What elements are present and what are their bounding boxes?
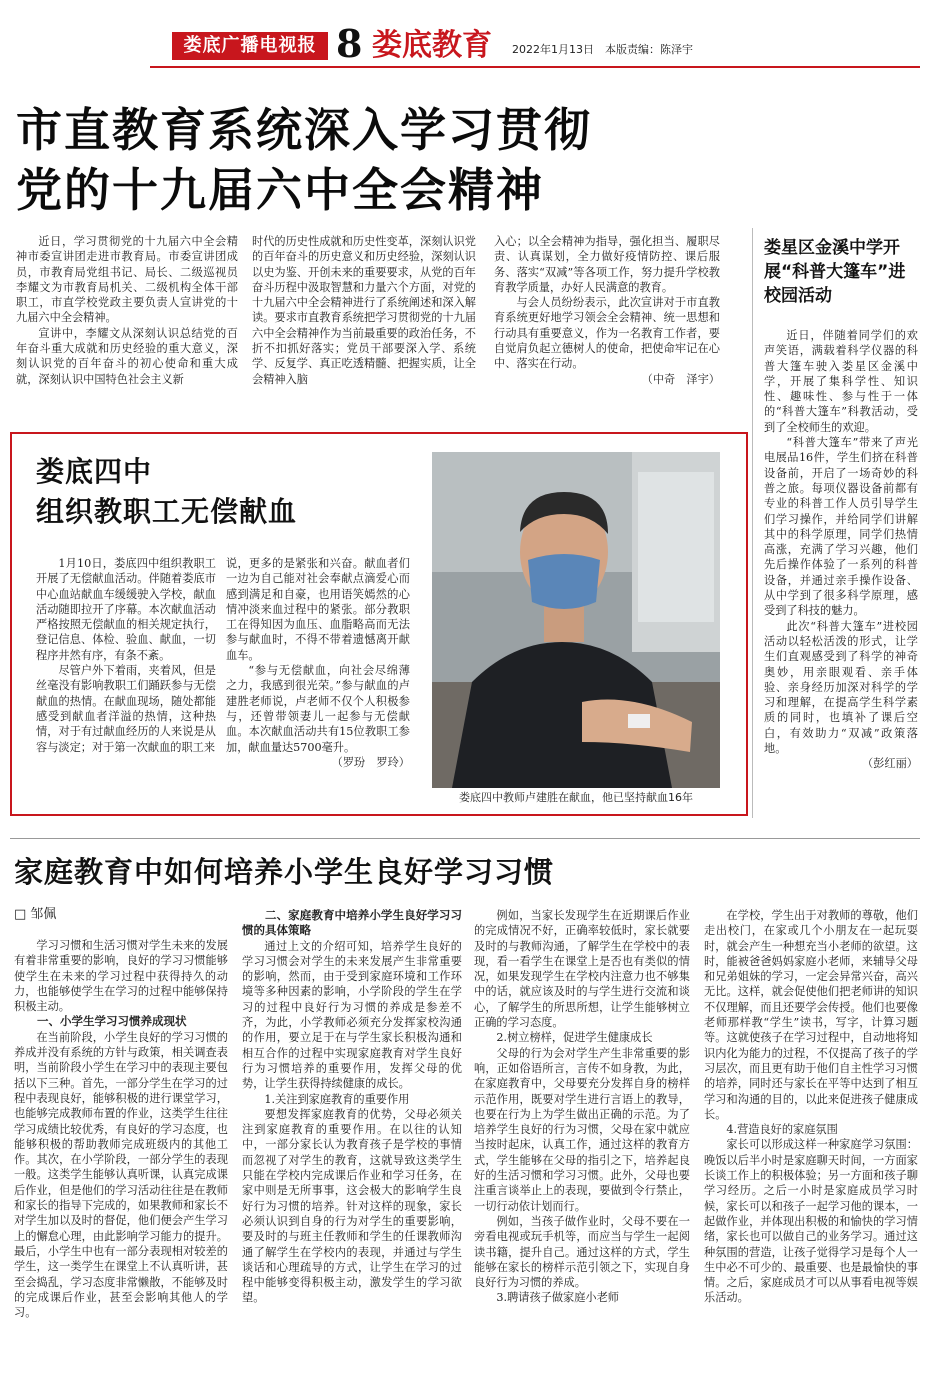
lead-headline — [16, 100, 916, 220]
section-title: 娄底教育 — [372, 28, 492, 63]
blood-article-title — [36, 452, 396, 532]
sidebar-para: “科普大篷车”带来了声光电展品16件，学生们挤在科普设备前，开启了一场奇妙的科普之旅。每项仪器设备前都有专业的科普工作人员引导学生们学习操作，并给同学们讲解其中的科学原理，同学们热情高涨，充满了学习兴趣，他们先后操作体验了一系列的科普设备，并通过亲手操作设备、从中学到了很多科学原理，感受到了科技的魅力。 — [764, 436, 918, 618]
blood-article-title-line2: 组织教职工无偿献血 — [36, 495, 298, 528]
family-article-para: 在当前阶段，小学生良好的学习习惯的养成并没有系统的方针与政策，相关调查表明，当前阶段小学生在学习中的表现主要包括以下三种。首先，一部分学生在学习的过程中表现良好，能够积极的进行课堂学习，也能够完成教师布置的作业，这类学生往往学习成绩比较优秀，有良好的学习态度，也能够积极的帮助教师完成班级内的其他工作。其次，在小学阶段，一部分学生的表现一般。这类学生能够认真听课，认真完成课后作业，但是他们的学习活动往往是在教师和家长的指导下完成的，如果教师和家长不对学生加以及时的督促，他们便会产生学习上的懈怠心理，由此影响学习能力的提升。最后，小学生中也有一部分表现相对较差的学生，这一类学生在课堂上不认真听讲，甚至会捣乱，学习态度非常懒散，不能够及时的完成课后作业，甚至会影响其他人的学习。 — [14, 1030, 228, 1320]
page-number: 8 — [336, 21, 363, 66]
blood-article-para: “参与无偿献血，向社会尽绵薄之力，我感到很光荣。”参与献血的卢建胜老师说，卢老师不仅个人积极参与，还曾带领妻儿一起参与无偿献血。本次献血活动共有15位教职工参加，献血量达5700毫升。 — [226, 664, 410, 754]
sidebar-article-body — [764, 328, 918, 772]
lead-article-col1 — [16, 234, 238, 387]
family-article-subhead: 一、小学生学习习惯养成现状 — [37, 1014, 187, 1029]
family-article-para: 学习习惯和生活习惯对学生未来的发展有着非常重要的影响，良好的学习习惯能够使学生在未来的学习过程中获得持久的动力，也能够使学生在学习的过程中能够保持积极主动。 — [14, 939, 228, 1014]
photo-illustration — [432, 452, 720, 788]
lead-article-para: 近日，学习贯彻党的十九届六中全会精神市委宣讲团走进市教育局。市委宣讲团成员，市教育局党组书记、局长、二级巡视员李耀文为市教育局机关、二级机构全体干部职工，市直学校党政主要负责人宣讲党的十九届六中全会精神。 — [16, 235, 238, 325]
family-article-title: 家庭教育中如何培养小学生良好学习习惯 — [14, 855, 555, 889]
sidebar-para: 近日，伴随着同学们的欢声笑语，满载着科学仪器的科普大篷车驶入娄星区金溪中学，开展了集科学性、知识性、趣味性、参与性于一体的“科普大篷车”科教活动，受到了全校师生的欢迎。 — [764, 329, 918, 434]
family-article-col1 — [14, 938, 228, 1320]
lead-article-para: 时代的历史性成就和历史性变革，深刻认识党的百年奋斗的历史意义和历史经验，深刻认识以史为鉴、开创未来的重要要求，从党的百年奋斗历程中汲取智慧和力量六个方面，对党的十九届六中全会精神进行了系统阐述和深入解读。要求市直教育系统把学习贯彻党的十九届六中全会精神作为当前最重要的政治任务，不折不扣抓好落实；党员干部要深入学、系统学、反复学、真正吃透精髓、把握实质，让全会精神入脑 — [252, 235, 476, 386]
lead-article-author: （中奇 泽宇） — [641, 372, 720, 386]
lead-article-col2 — [252, 234, 476, 387]
blood-donation-photo — [432, 452, 720, 788]
column-divider — [752, 228, 753, 818]
sidebar-para: 此次“科普大篷车”进校园活动以轻松活泼的形式，让学生们直观感受到了科学的神奇奥妙，用亲眼观看、亲手体验、亲身经历加深对科学的学习和理解，在提高学生科学素质的同时，也填补了课后空白，有效助力“双减”政策落地。 — [764, 619, 918, 756]
blood-article-title-line1: 娄底四中 — [36, 455, 153, 488]
date-editor-line: 2022年1月13日 本版责编：陈泽宇 — [512, 43, 693, 56]
family-article-byline: □ 邹佩 — [14, 907, 57, 922]
section-divider — [10, 838, 920, 839]
blood-article-author: （罗玢 罗玲） — [331, 755, 410, 769]
blood-article-para: 尽管户外下着雨，夹着风，但是丝毫没有影响教职工们踊跃参与无偿献血的热情。在献血现场，随处都能感受到献血者洋溢的热情，这种热情，对于有过献血经历的人来说是从容与淡定；对于第一次献血的职工来 — [36, 664, 216, 754]
family-article-para: 例如，当家长发现学生在近期课后作业的完成情况不好，正确率较低时，家长就要及时的与教师沟通，了解学生在学校中的表现，看一看学生在课堂上是否也有类似的情况，如果发现学生在学校内注意力也不够集中的话，就应该及时的与学生进行交流和谈心，了解学生的所思所想，让学生能够树立正确的学习态度。 — [474, 909, 690, 1030]
masthead-divider — [150, 66, 920, 68]
family-article-para: 要想发挥家庭教育的优势，父母必须关注到家庭教育的重要作用。在以往的认知中，一部分家长认为教育孩子是学校的事情而忽视了对学生的教育，这就导致这类学生只能在学校内完成课后作业和学习任务，在家中则是无所事事，这会极大的影响学生良好行为习惯的培养。针对这样的现象，家长必须认识到自身的行为对学生的重要影响，要及时的与班主任教师和学生的任课教师沟通了解学生在学校内的表现，并通过与学生谈话和心理疏导的方式，让学生在学习的过程中能够变得积极主动，激发学生的学习欲望。 — [242, 1107, 462, 1305]
family-article-para: 父母的行为会对学生产生非常重要的影响，正如俗语所言，言传不如身教，为此，在家庭教育中，父母要充分发挥自身的榜样示范作用，既要对学生进行言语上的教导，也要在行为上为学生做出正确的示范。为了培养学生良好的行为习惯，父母在家中就应当按时起床，认真工作，通过这样的教育方式，学生能够在父母的指引之下，培养起良好的生活习惯和学习习惯。此外，父母也要注重言谈举止上的表现，要做到令行禁止，一切行动依计划而行。 — [474, 1046, 690, 1213]
lead-article-para: 与会人员纷纷表示，此次宣讲对于市直教育系统更好地学习领会全会精神、统一思想和行动具有重要意义，作为一名教育工作者，要自觉肩负起立德树人的使命，把使命牢记在心中、落实在行动。 — [494, 296, 720, 371]
sidebar-author: （彭红丽） — [862, 757, 918, 771]
lead-article-para: 宣讲中，李耀文从深刻认识总结党的百年奋斗重大成就和历史经验的重大意义，深刻认识党的百年奋斗的初心使命和重大成就，深刻认识中国特色社会主义新 — [16, 326, 238, 386]
blood-article-col2 — [226, 556, 410, 770]
blood-article-para: 1月10日，娄底四中组织教职工开展了无偿献血活动。伴随着娄底市中心血站献血车缓缓驶入学校，献血活动随即拉开了序幕。本次献血活动严格按照无偿献血的相关规定执行，登记信息、体检、验血、献血，一切程序井然有序，有条不紊。 — [36, 557, 216, 662]
family-article-col2 — [242, 908, 462, 1306]
family-article-para: 通过上文的介绍可知，培养学生良好的学习习惯会对学生的未来发展产生非常重要的影响，然而，由于受到家庭环境和工作环境等多种因素的影响，小学阶段的学生在学习的过程中良好行为习惯的养成是参差不齐，为此，小学教师必须充分发挥家校沟通的作用，要立足于在与学生家长积极沟通和相互合作的过程中实现家庭教育对学生良好行为习惯培养的重要作用，发挥父母的优势，让学生获得持续健康的成长。 — [242, 939, 462, 1091]
family-article-subhead: 1.关注到家庭教育的重要作用 — [264, 1092, 410, 1106]
sidebar-article-title: 娄星区金溪中学开展“科普大篷车”进校园活动 — [764, 238, 906, 306]
family-article-subhead: 4.营造良好的家庭氛围 — [726, 1123, 838, 1137]
family-article-col4 — [704, 908, 918, 1306]
blood-article-para: 说，更多的是紧张和兴奋。献血者们一边为自己能对社会奉献点滴爱心而感到满足和自豪，也用语笑嫣然的心情冲淡来血过程中的紧张。部分教职工在得知因为血压、血脂略高而无法参与献血时，不得不带着遗憾离开献血车。 — [226, 557, 410, 662]
family-article-subhead: 2.树立榜样，促进学生健康成长 — [496, 1031, 653, 1045]
lead-article-col3 — [494, 234, 720, 387]
family-article-subhead: 3.聘请孩子做家庭小老师 — [496, 1291, 619, 1305]
family-article-para: 例如，当孩子做作业时，父母不要在一旁看电视或玩手机等，而应当与学生一起阅读书籍，提升自己。通过这样的方式，学生能够在家长的榜样示范引领之下，实现自身良好行为习惯的养成。 — [474, 1214, 690, 1290]
lead-headline-line2: 党的十九届六中全会精神 — [16, 163, 544, 217]
lead-article-para: 入心；以全会精神为指导，强化担当、履职尽责、认真谋划，全力做好疫情防控、课后服务、落实“双减”等各项工作，努力提升学校教育教学质量，办好人民满意的教育。 — [494, 235, 720, 294]
newspaper-brand: 娄底广播电视报 — [172, 32, 328, 60]
family-article-para: 在学校，学生出于对教师的尊敬，他们走出校门，在家或几个小朋友在一起玩耍时，就会产生一种想充当小老师的欲望。这时，能被爸爸妈妈家庭小老师，来辅导父母和兄弟姐妹的学习，一定会异常兴奋，高兴无比。这样，就会促使他们把老师讲的知识不仅理解，而且还要学会传授。他们也要像老师那样教“学生”读书，写字，计算习题等。这就使孩子在学习过程中，自动地将知识内化为能力的过程，不仅提高了孩子的学习层次，而且更有助于他们自主性学习习惯的培养，同时还与家长在平等中达到了相互学习和沟通的目的，以此来促进孩子健康成长。 — [704, 909, 918, 1121]
photo-caption: 娄底四中教师卢建胜在献血，他已坚持献血16年 — [459, 791, 693, 804]
lead-headline-line1: 市直教育系统深入学习贯彻 — [16, 103, 592, 157]
family-article-col3 — [474, 908, 690, 1306]
family-article-para: 家长可以形成这样一种家庭学习氛围：晚饭以后半小时是家庭聊天时间，一方面家长谈工作上的积极体验；另一方面和孩子聊学习经历。之后一小时是家庭成员学习时候，家长可以和孩子一起学习他的课本，一起做作业，并体现出积极的和愉快的学习情绪，家长也可以做自己的业务学习。通过这种氛围的营造，让孩子觉得学习是每个人一生中必不可少的、最重要、也是最愉快的事情。之后，家庭成员才可以从事看电视等娱乐活动。 — [704, 1138, 918, 1305]
family-article-subhead: 二、家庭教育中培养小学生良好学习习惯的具体策略 — [242, 908, 462, 938]
blood-article-col1 — [36, 556, 216, 755]
